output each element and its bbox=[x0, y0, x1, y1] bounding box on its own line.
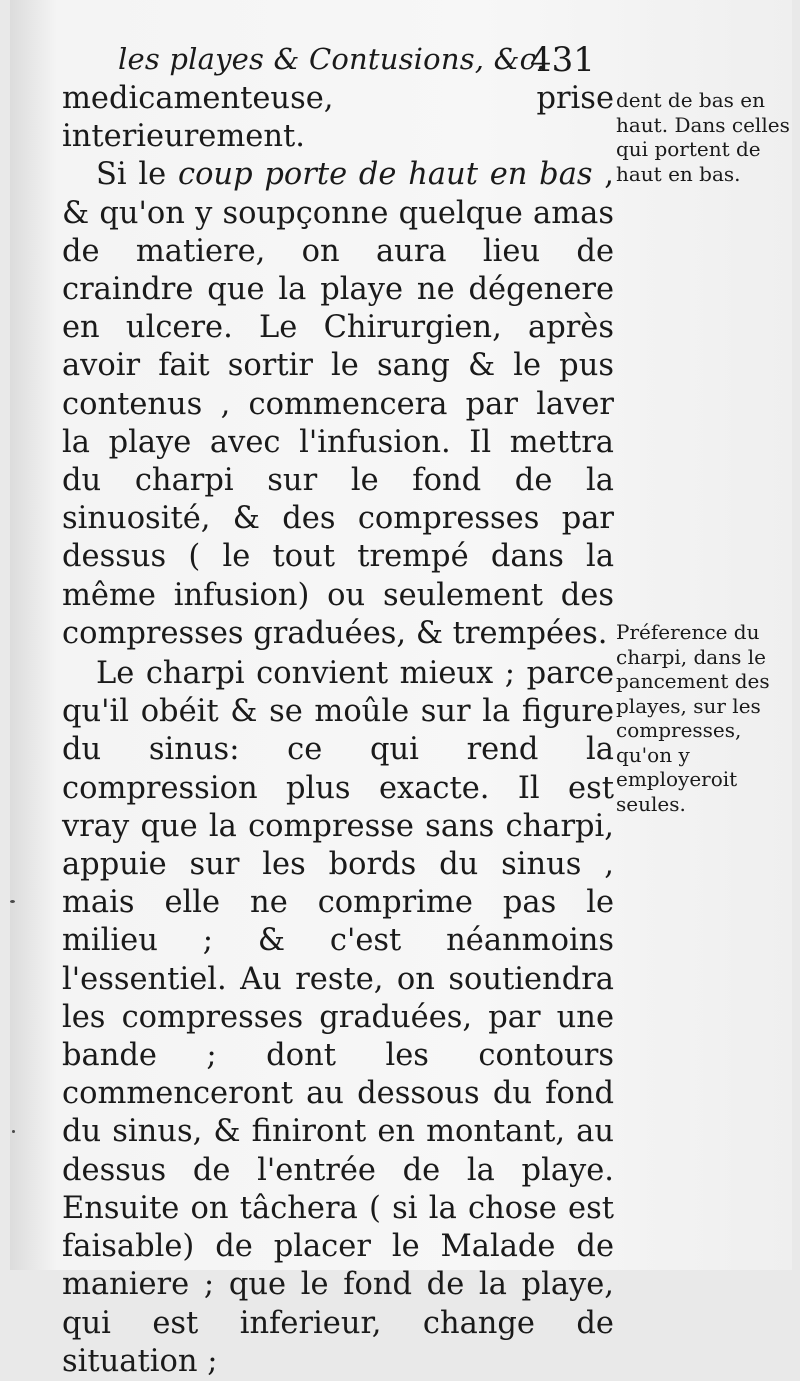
running-title: les playes & Contusions, &c. bbox=[118, 42, 546, 76]
paragraph-2: Le charpi convient mieux ; parce qu'il obéit & se moûle sur la figure du sinus: ce qui rend la compression plus exacte. Il est vray que la compresse sans charpi, appuie sur les bords du sinus , mais elle ne comprime pas le milieu ; & c'est néanmoins l'essentiel. Au reste, on soutiendra les compresses graduées, par une bande ; dont les contours commenceront au dessous du fond du sinus, & finiront en montant, au dessus de l'entrée de la playe. Ensuite on tâchera ( si la chose est faisable) de placer le Malade de maniere ; que le fond de la playe, qui est inferieur, change de situation ; bbox=[62, 656, 614, 1379]
margin-note-2: Préference du charpi, dans le pancement des playes, sur les compresses, qu'on y employeroit seules. bbox=[616, 620, 770, 816]
continuation-line: medicamenteuse, prise interieurement. bbox=[62, 81, 614, 155]
paragraph-1-rest: , & qu'on y soupçonne quelque amas de matiere, on aura lieu de craindre que la playe ne dégenere en ulcere. Le Chirurgien, après avoir fait sortir le sang & le pus contenus , commencera par laver la playe avec l'infusion. Il mettra du charpi sur le fond de la sinuosité, & des compresses par dessus ( le tout trempé dans la même infusion) ou seulement des compresses graduées, & trempées. bbox=[62, 157, 615, 651]
paragraph-1-italic: coup porte de haut en bas bbox=[177, 157, 593, 193]
book-page bbox=[10, 0, 792, 1379]
page-number: 431 bbox=[530, 40, 595, 80]
paper-speck bbox=[10, 900, 15, 903]
margin-note-1: dent de bas en haut. Dans celles qui portent de haut en bas. bbox=[616, 88, 790, 186]
paragraph-1 bbox=[62, 156, 614, 653]
main-text bbox=[62, 80, 614, 1381]
paper-speck bbox=[12, 1130, 15, 1133]
paragraph-1-start: Si le bbox=[96, 157, 178, 193]
